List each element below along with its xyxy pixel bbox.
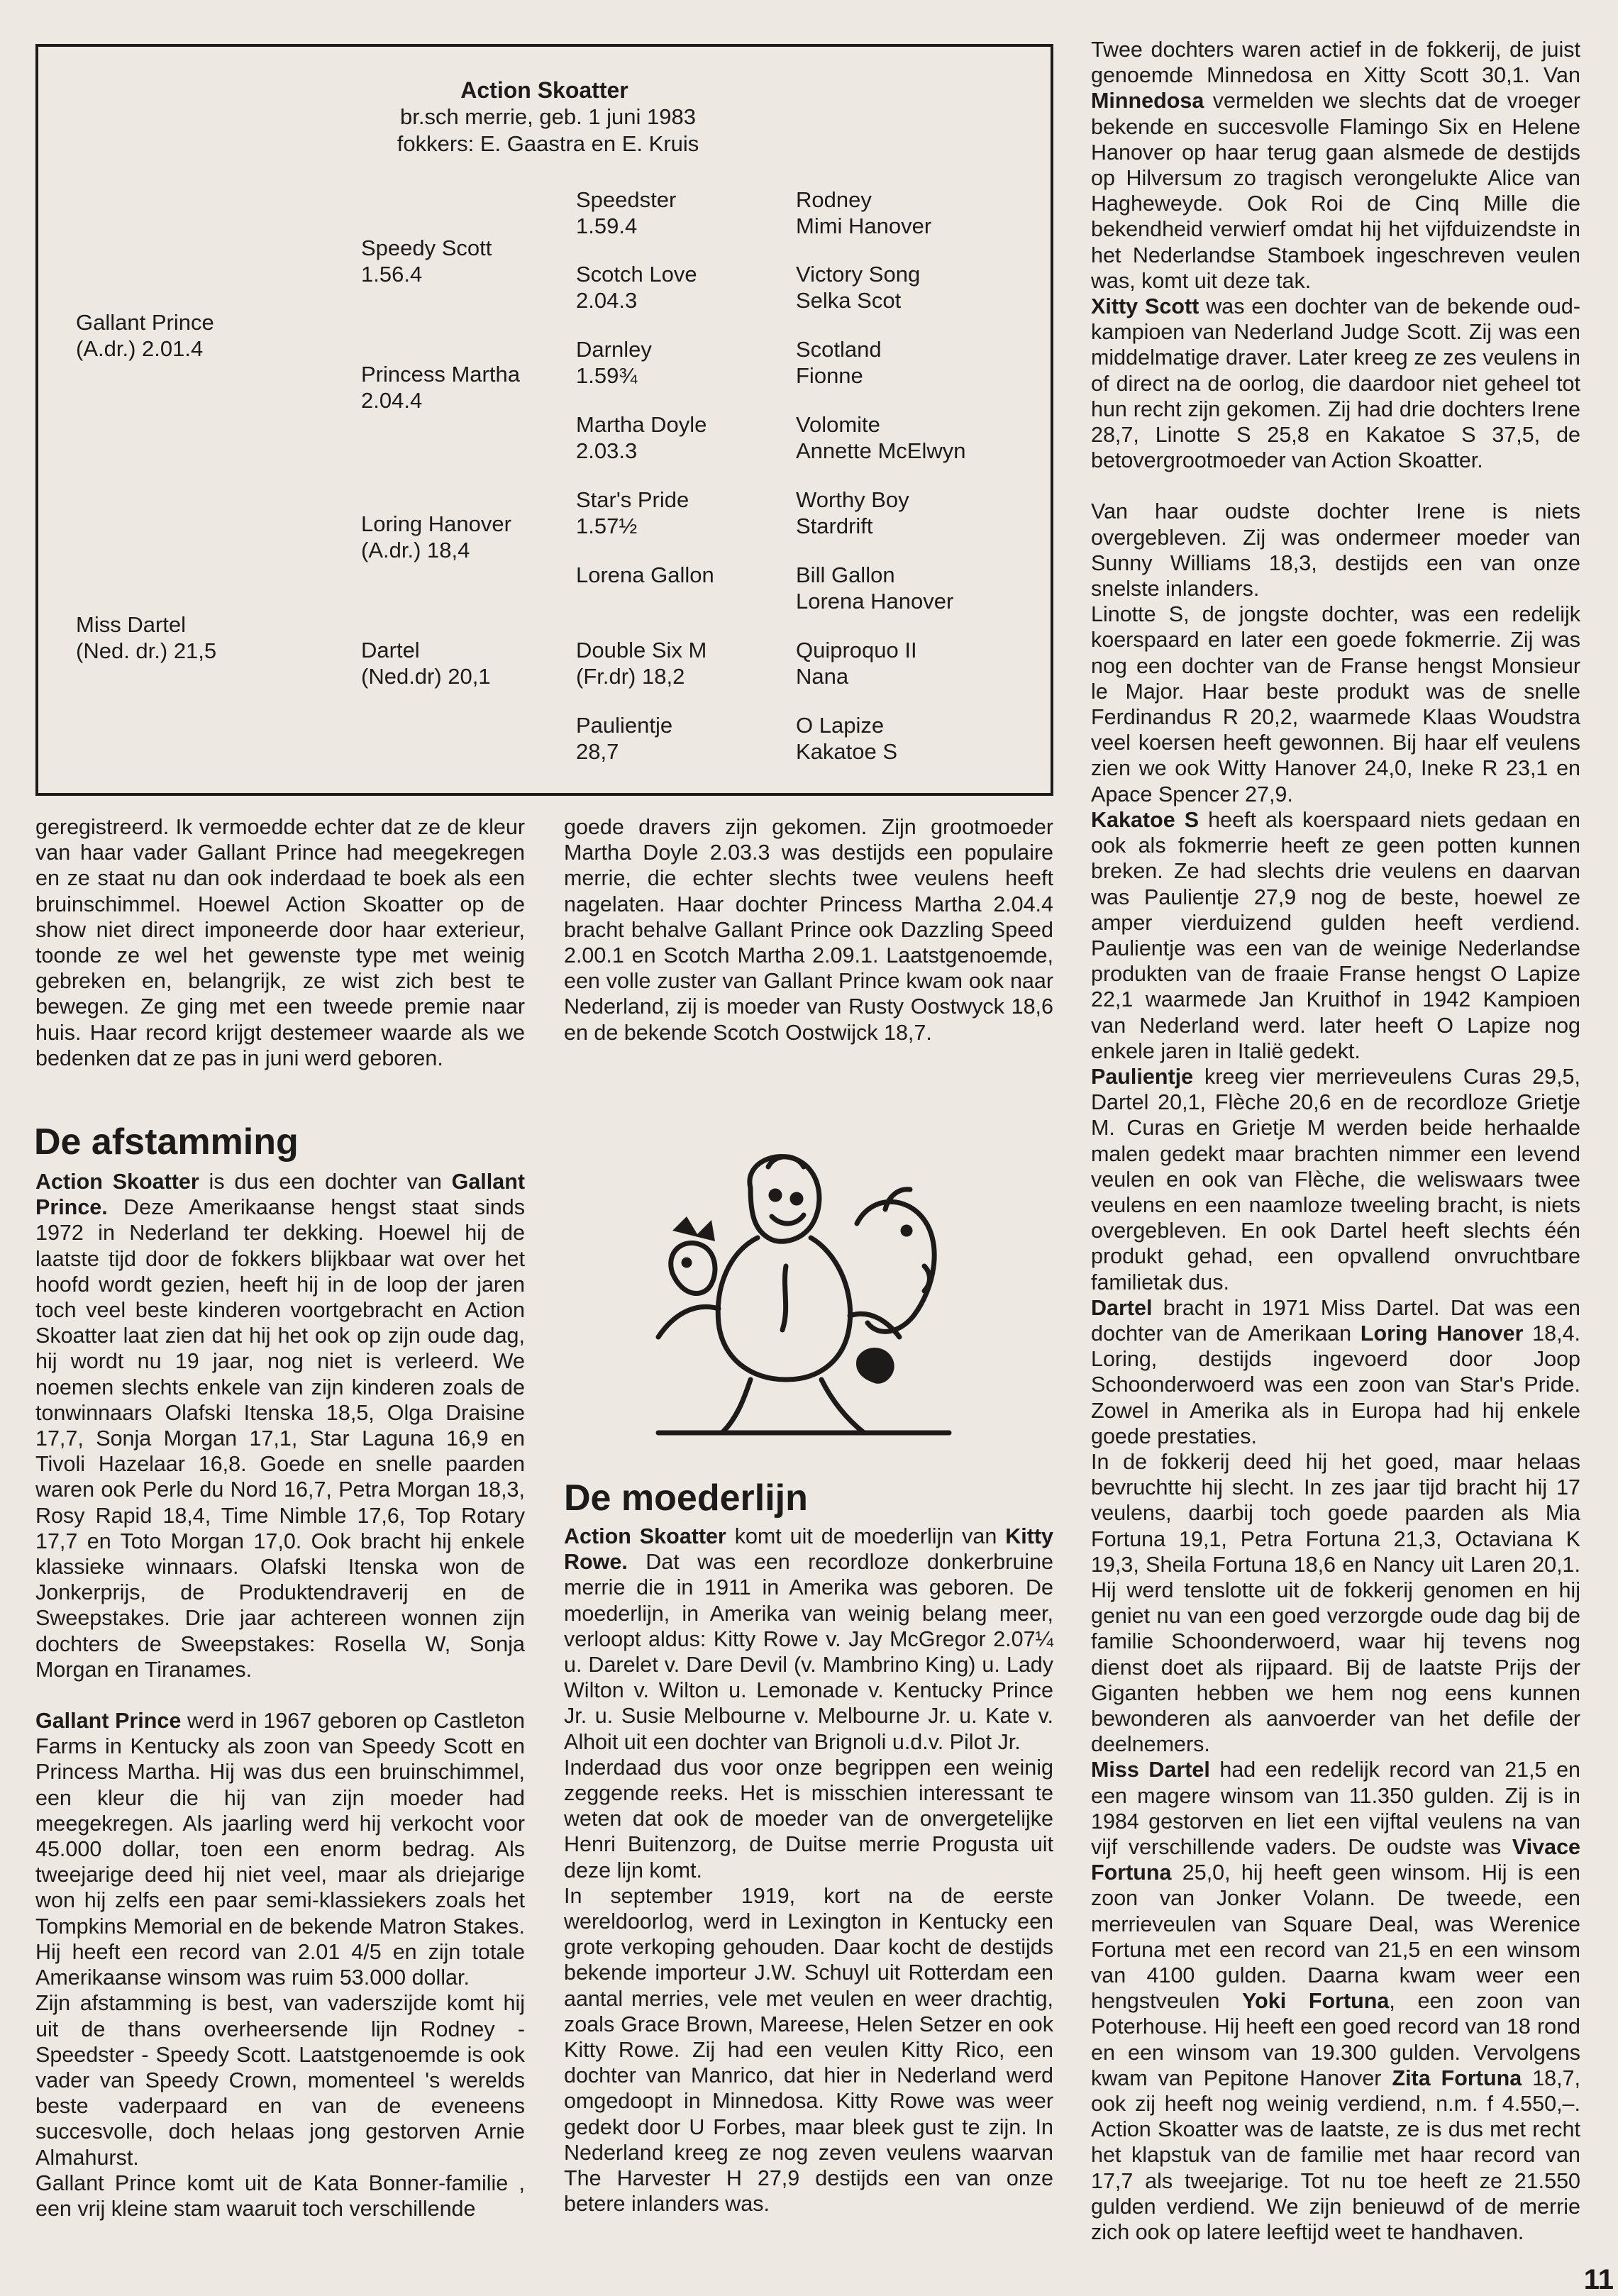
paragraph: Xitty Scott was een dochter van de bekende oud-kampioen van Nederland Judge Scott. Zij was een middelmatige draver. Later kreeg ze zes veulens in of direct na de oorlog, die daardoor niet geheel tot hun recht zijn gekomen. Zij had drie dochters Irene 28,7, Linotte S 25,8 en Kakatoe S 37,5, de betovergrootmoeder van Action Skoatter.: [1091, 294, 1580, 473]
pedigree-g3-entry: Scotch Love 2.04.3: [576, 262, 697, 313]
paragraph: Gallant Prince komt uit de Kata Bonner-familie , een vrij kleine stam waaruit toch verschillende: [35, 2170, 525, 2221]
paragraph: In de fokkerij deed hij het goed, maar helaas bevruchtte hij slecht. In zes jaar tijd bracht hij 17 veulens, daarbij toch goede paarden als Mia Fortuna 19,1, Petra Fortuna 21,3, Octaviana K 19,3, Sheila Fortuna 18,6 en Nancy uit Laren 20,1. Hij werd tenslotte uit de fokkerij genomen en hij geniet nu van een goed verzorgde oude dag bij de familie Schoonderwoerd, waar hij tevens nog dienst doet als rijpaard. Bij de laatste Prijs der Giganten hebben we hem nog eens kunnen bewonderen als aanvoerder van het defile der deelnemers.: [1091, 1449, 1580, 1757]
column-3: [1091, 37, 1580, 2245]
pedigree-g4-entry: Volomite Annette McElwyn: [796, 412, 966, 463]
dam: Miss Dartel (Ned. dr.) 21,5: [76, 612, 217, 663]
section-heading: De afstamming: [34, 1121, 299, 1163]
pedigree-g3-entry: Darnley 1.59¾: [576, 337, 652, 388]
pedigree-g2-entry: Loring Hanover (A.dr.) 18,4: [361, 511, 511, 562]
pedigree-table: [35, 44, 1053, 796]
paragraph: Kakatoe S heeft als koerspaard niets gedaan en ook als fokmerrie heeft ze geen potten kunnen breken. Ze had slechts drie veulens en daarvan was Paulientje 27,9 nog de beste, hoewel ze amper vierduizend gulden heeft verdiend. Paulientje was een van de weinige Nederlandse produkten van de fraaie Franse hengst O Lapize 22,1 waarmede Jan Kruithof in 1942 Kampioen van Nederland werd. later heeft O Lapize nog enkele jaren in Italië gedekt.: [1091, 807, 1580, 1063]
paragraph: geregistreerd. Ik vermoedde echter dat ze de kleur van haar vader Gallant Prince had meegekregen en ze staat nu dan ook inderdaad te boek als een bruinschimmel. Hoewel Action Skoatter op de show niet direct imponeerde door haar exterieur, toonde ze wel het gewenste type met weinig gebreken en, belangrijk, ze wist zich best te bewegen. Ze ging met een tweede premie naar huis. Haar record krijgt destemeer waarde als we bedenken dat ze pas in juni werd geboren.: [35, 815, 525, 1070]
paragraph: Dartel bracht in 1971 Miss Dartel. Dat was een dochter van de Amerikaan Loring Hanover 18,4. Loring, destijds ingevoerd door Joop Schoonderwoerd was een zoon van Star's Pride. Zowel in Amerika als in Europa had hij enkele goede prestaties.: [1091, 1295, 1581, 1448]
paragraph: Inderdaad dus voor onze begrippen een weinig zeggende reeks. Het is misschien interessant te weten dat ook de moeder van de onvergetelijke Henri Buitenzorg, de Duitse merrie Progusta uit deze lijn komt.: [564, 1755, 1053, 1882]
horse-name: Action Skoatter: [460, 77, 628, 103]
pedigree-g2-entry: Speedy Scott 1.56.4: [361, 235, 492, 287]
paragraph: In september 1919, kort na de eerste wereldoorlog, werd in Lexington in Kentucky een grote verkoping gehouden. Daar kocht de destijds bekende importeur J.W. Schuyl uit Rotterdam een aantal merries, vele met veulen en weer drachtig, zoals Grace Brown, Mareese, Helen Setzer en ook Kitty Rowe. Zij had een veulen Kitty Rico, een dochter van Manrico, dat hier in Nederland werd omgedoopt in Minnedosa. Kitty Rowe was weer gedekt door U Forbes, maar bleek gust te zijn. In Nederland kreeg ze nog zeven veulens waarvan The Harvester H 27,9 destijds een van onze betere inlanders was.: [564, 1883, 1053, 2217]
pedigree-g4-entry: Bill Gallon Lorena Hanover: [796, 562, 954, 614]
horse-description: br.sch merrie, geb. 1 juni 1983: [399, 104, 697, 129]
pedigree-g3-entry: Martha Doyle 2.03.3: [576, 412, 707, 463]
pedigree-g3-entry: Double Six M (Fr.dr) 18,2: [576, 638, 707, 689]
paragraph: Action Skoatter is dus een dochter van Gallant Prince. Deze Amerikaanse hengst staat sinds 1972 in Nederland ter dekking. Hoewel hij de laatste tijd door de fokkers blijkbaar wat over het hoofd wordt gezien, heeft hij in de loop der jaren toch veel beste kinderen voortgebracht en Action Skoatter laat zien dat hij het ook op zijn oude dag, hij wordt nu 19 jaar, nog niet is verleerd. We noemen slechts enkele van zijn kinderen zoals de tonwinnaars Olafski Itenska 18,5, Olga Draisine 17,7, Sonja Morgan 17,1, Star Laguna 16,9 en Tivoli Hazelaar 16,8. Goede en snelle paarden waren ook Perle du Nord 16,7, Petra Morgan 18,3, Rosy Rapid 18,4, Time Nimble 17,6, Top Rotary 17,7 en Toto Morgan 17,0. Ook bracht hij enkele klassieke winnaars. Olafski Itenska won de Jonkerprijs, de Produktendraverij en de Sweepstakes. Drie jaar achtereen wonnen zijn dochters de Sweepstakes: Rosella W, Sonja Morgan en Tiranames.: [35, 1170, 526, 1682]
paragraph: Twee dochters waren actief in de fokkerij, de juist genoemde Minnedosa en Xitty Scott 30,1. Van Minnedosa vermelden we slechts dat de vroeger bekende en succesvolle Flamingo Six en Helene Hanover op haar terug gaan alsmede de destijds op Hilversum zo tragisch verongelukte Alice van Hagheweyde. Ook Roi de Cinq Mille die bekendheid verwierf omdat hij het vijfduizendste in het Nederlandse Stamboek ingeschreven veulen was, komt uit deze tak.: [1091, 38, 1580, 293]
sire: Gallant Prince (A.dr.) 2.01.4: [76, 310, 214, 361]
paragraph: Miss Dartel had een redelijk record van 21,5 en een magere winsom van 11.350 gulden. Zij is in 1984 gestorven en liet een vijftal veulens na van vijf verschillende vaders. De oudste was Vivace Fortuna 25,0, hij heeft geen winsom. Hij is een zoon van Jonker Volann. De tweede, een merrieveulen van Square Deal, was Werenice Fortuna met een record van 21,5 en een winsom van 4100 gulden. Daarna kwam weer een hengstveulen Yoki Fortuna, een zoon van Poterhouse. Hij heeft een goed record van 18 rond en een winsom van 19.300 gulden. Vervolgens kwam van Pepitone Hanover Zita Fortuna 18,7, ook zij heeft nog weinig verdiend, n.m. f 4.550,–. Action Skoatter was de laatste, ze is dus met recht het klapstuk van de familie met haar record van 17,7 als tweejarige. Tot nu toe heeft ze 21.550 gulden verdiend. We zijn benieuwd of de merrie zich ook op latere leeftijd weet te handhaven.: [1091, 1758, 1581, 2245]
column-1-body: [35, 1169, 525, 2222]
paragraph: Gallant Prince werd in 1967 geboren op Castleton Farms in Kentucky als zoon van Speedy Scott en Princess Martha. Hij was dus een bruinschimmel, een kleur die hij van zijn moeder had meegekregen. Als jaarling werd hij verkocht voor 45.000 dollar, toen een enorm bedrag. Als tweejarige deed hij niet veel, maar als driejarige won hij zelfs een paar semi-klassiekers zoals het Tompkins Memorial en de bekende Matron Stakes. Hij heeft een record van 2.01 4/5 en zijn totale Amerikaanse winsom was ruim 53.000 dollar.: [35, 1709, 525, 1990]
pedigree-g4-entry: Scotland Fionne: [796, 337, 882, 388]
pedigree-g3-entry: Lorena Gallon: [576, 562, 714, 587]
pedigree-g4-entry: Quiproquo II Nana: [796, 638, 917, 689]
column-1-top: [35, 814, 525, 1071]
paragraph: Action Skoatter komt uit de moederlijn van Kitty Rowe. Dat was een recordloze donkerbruine merrie die in 1911 in Amerika was geboren. De moederlijn, in Amerika van weinig belang meer, verloopt aldus: Kitty Rowe v. Jay McGregor 2.07¼ u. Darelet v. Dare Devil (v. Mambrino King) u. Lady Wilton v. Wilton u. Lemonade v. Kentucky Prince Jr. u. Susie Melbourne v. Melbourne Jr. u. Kate v. Alhoit uit een dochter van Brignoli u.d.v. Pilot Jr.: [564, 1524, 1053, 1754]
paragraph: Zijn afstamming is best, van vaderszijde komt hij uit de thans overheersende lijn Rodney - Speedster - Speedy Scott. Laatstgenoemde is ook vader van Speedy Crown, momenteel 's werelds beste vaderpaard en van de eveneens succesvolle, doch helaas jong gestorven Arnie Almahurst.: [35, 1991, 525, 2170]
pedigree-g3-entry: Paulientje 28,7: [576, 713, 673, 764]
pedigree-g4-entry: Victory Song Selka Scot: [796, 262, 921, 313]
pedigree-g3-entry: Star's Pride 1.57½: [576, 487, 689, 538]
column-2-top: [564, 814, 1053, 1046]
pedigree-g2-entry: Princess Martha 2.04.4: [361, 362, 520, 413]
pedigree-g3-entry: Speedster 1.59.4: [576, 187, 677, 238]
pedigree-header: [38, 77, 1051, 157]
paragraph: Paulientje kreeg vier merrieveulens Curas 29,5, Dartel 20,1, Flèche 20,6 en de recordloze Grietje M. Curas en Grietje M werden beide herhaalde malen gedekt maar brachten nimmer een levend veulen en ook van Flèche, die weliswaars twee veulens en een naamloze tweeling bracht, is niets overgebleven. En ook Dartel heeft slechts één produkt gehad, een opvallend onvruchtbare familietak dus.: [1091, 1064, 1580, 1294]
column-2-body: [564, 1524, 1053, 2217]
pedigree-g2-entry: Dartel (Ned.dr) 20,1: [361, 638, 491, 689]
breeders: fokkers: E. Gaastra en E. Kruis: [397, 131, 699, 156]
pedigree-g4-entry: Worthy Boy Stardrift: [796, 487, 909, 538]
paragraph: goede dravers zijn gekomen. Zijn grootmoeder Martha Doyle 2.03.3 was destijds een populaire merrie, die echter slechts twee veulens heeft nagelaten. Haar dochter Princess Martha 2.04.4 bracht behalve Gallant Prince ook Dazzling Speed 2.00.1 en Scotch Martha 2.09.1. Laatstgenoemde, een volle zuster van Gallant Prince kwam ook naar Nederland, zij is moeder van Rusty Oostwyck 18,6 en de bekende Scotch Oostwijck 18,7.: [564, 815, 1053, 1045]
cartoon-illustration: [644, 1146, 956, 1443]
section-heading: De moederlijn: [564, 1477, 808, 1519]
pedigree-g4-entry: Rodney Mimi Hanover: [796, 187, 932, 238]
pedigree-g4-entry: O Lapize Kakatoe S: [796, 713, 898, 764]
page-number: 11: [1583, 2264, 1614, 2295]
paragraph: Linotte S, de jongste dochter, was een redelijk koerspaard en later een goede fokmerrie. Zij was nog een dochter van de Franse hengst Monsieur le Major. Haar beste produkt was de snelle Ferdinandus R 20,2, waarmede Klaas Woudstra veel koersen heeft gewonnen. Bij haar elf veulens zien we ook Witty Hanover 24,0, Ineke R 23,1 en Apace Spencer 27,9.: [1091, 602, 1580, 806]
paragraph: Van haar oudste dochter Irene is niets overgebleven. Zij was ondermeer moeder van Sunny Williams 18,3, destijds een van onze snelste inlanders.: [1091, 499, 1580, 601]
